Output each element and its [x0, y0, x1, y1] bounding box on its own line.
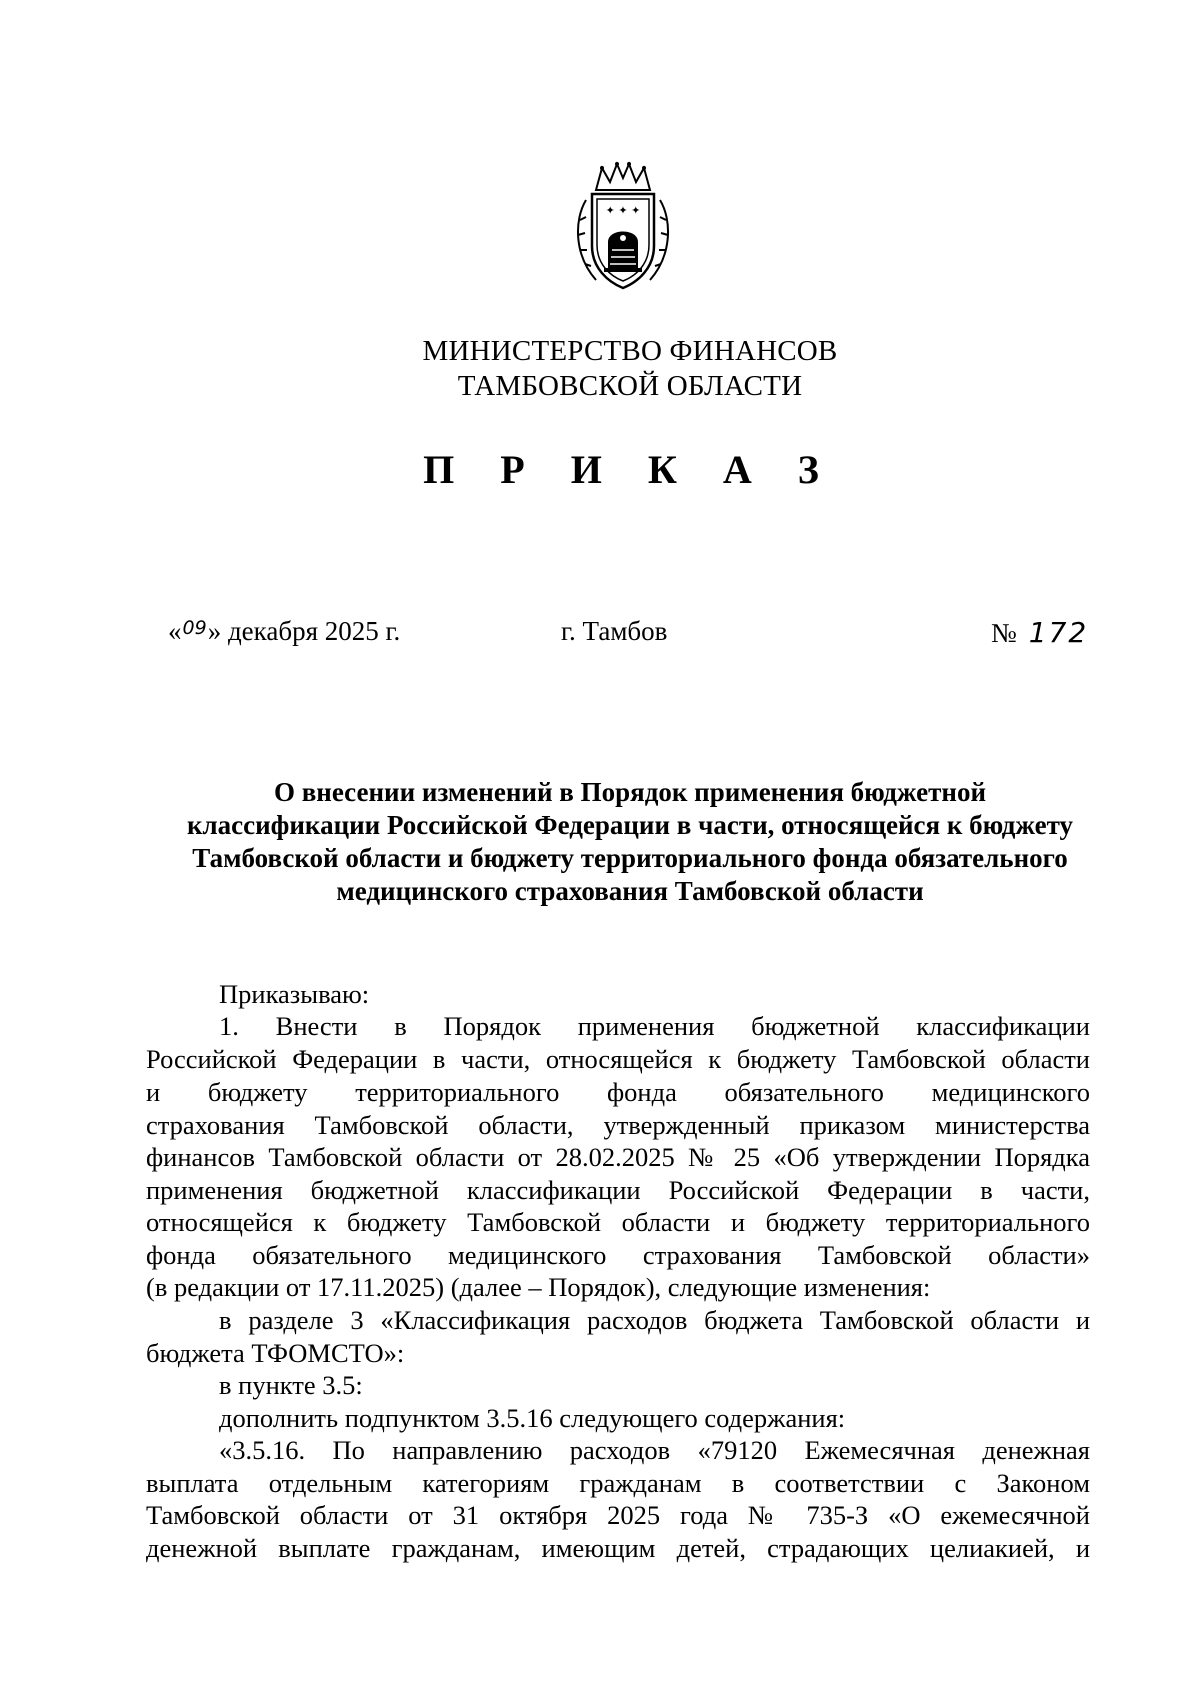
body-line: в пункте 3.5: [219, 1370, 363, 1400]
ministry-name-line2: ТАМБОВСКОЙ ОБЛАСТИ [457, 370, 803, 402]
heading-line: классификации Российской Федерации в части, относящейся к бюджету [186, 810, 1074, 840]
svg-text:✦ ✦ ✦: ✦ ✦ ✦ [605, 204, 641, 217]
body-line: денежной выплате гражданам, имеющим детей, страдающих целиакией, и [146, 1533, 1090, 1563]
order-city: г. Тамбов [561, 616, 668, 646]
body-line: относящейся к бюджету Тамбовской области и бюджету территориального [146, 1207, 1090, 1237]
body-line: в разделе 3 «Классификация расходов бюджета Тамбовской области и [219, 1305, 1090, 1335]
heading-line: О внесении изменений в Порядок применения бюджетной [273, 777, 987, 807]
date-rest: » декабря 2025 г. [207, 616, 401, 646]
date-day-handwritten: 09 [182, 617, 207, 639]
body-line: финансов Тамбовской области от 28.02.2025 № 25 «Об утверждении Порядка [146, 1142, 1090, 1172]
number-value-handwritten: 172 [1028, 616, 1089, 649]
body-line: Российской Федерации в части, относящейся к бюджету Тамбовской области [146, 1044, 1090, 1074]
heading-line: Тамбовской области и бюджету территориального фонда обязательного [192, 843, 1068, 873]
document-type-title: П Р И К А З [423, 447, 837, 492]
heading-line: медицинского страхования Тамбовской области [336, 876, 924, 906]
order-subject-heading [140, 776, 1120, 908]
body-line: (в редакции от 17.11.2025) (далее – Порядок), следующие изменения: [146, 1272, 931, 1302]
body-line: «3.5.16. По направлению расходов «79120 Ежемесячная денежная [219, 1435, 1090, 1465]
body-line: бюджета ТФОМСТО»: [146, 1338, 405, 1368]
date-quote-open: « [168, 616, 182, 646]
order-number [991, 616, 1088, 649]
body-line: фонда обязательного медицинского страхования Тамбовской области» [146, 1240, 1090, 1270]
tambov-coat-of-arms-icon [568, 160, 678, 292]
ministry-name-line1: МИНИСТЕРСТВО ФИНАНСОВ [422, 335, 838, 367]
body-line: применения бюджетной классификации Российской Федерации в части, [146, 1175, 1090, 1205]
body-line: Приказываю: [219, 979, 370, 1009]
body-line: дополнить подпунктом 3.5.16 следующего содержания: [219, 1403, 846, 1433]
body-line: выплата отдельным категориям гражданам в соответствии с Законом [146, 1468, 1090, 1498]
body-line: 1. Внести в Порядок применения бюджетной классификации [219, 1011, 1090, 1041]
number-label: № [991, 618, 1017, 648]
order-date [168, 616, 400, 647]
body-line: Тамбовской области от 31 октября 2025 года № 735-З «О ежемесячной [146, 1500, 1090, 1530]
body-line: страхования Тамбовской области, утвержденный приказом министерства [146, 1110, 1090, 1140]
body-line: и бюджету территориального фонда обязательного медицинского [146, 1077, 1090, 1107]
